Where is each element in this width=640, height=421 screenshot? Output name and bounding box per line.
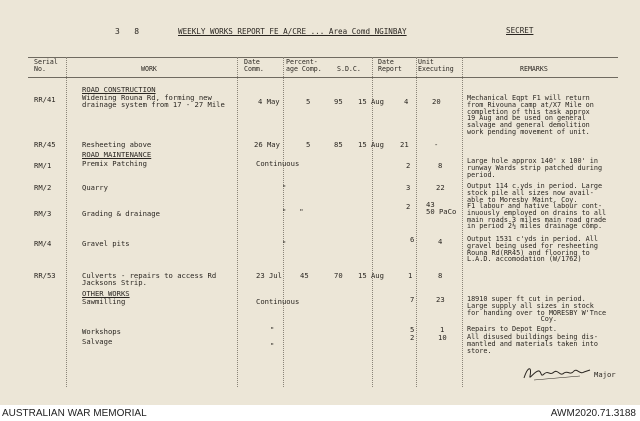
report-number: 5 [410, 325, 415, 334]
report-date: 15 Aug [358, 271, 384, 280]
column-divider [416, 57, 417, 387]
column-divider [372, 57, 373, 387]
classification-label: SECRET [506, 26, 534, 35]
sdc-value: 70 [334, 271, 343, 280]
serial-number: RM/2 [34, 183, 52, 192]
report-title: WEEKLY WORKS REPORT FE A/CRE ... Area Comd NGINBAY [178, 27, 407, 36]
unit-executing: - [434, 140, 439, 149]
unit-executing: 10 [438, 333, 447, 342]
section-heading: ROAD CONSTRUCTION [82, 85, 156, 94]
date-commenced: 23 Jul [256, 271, 282, 280]
report-number: 4 [404, 97, 409, 106]
column-header-sdc: S.D.C. [337, 65, 361, 73]
column-divider [66, 57, 67, 387]
remarks-text: Output 114 c.yds in period. Large stock pile all sizes now avail- able to Moresby Maint. Coy. [467, 182, 603, 204]
date-commenced: " [270, 325, 275, 334]
unit-executing: 1 [440, 325, 445, 334]
date-commenced: " [270, 341, 275, 350]
work-description: Resheeting above [82, 140, 152, 149]
work-description: Sawmilling [82, 297, 126, 306]
report-number: 2 [406, 161, 411, 170]
percent-complete: 45 [300, 271, 309, 280]
date-commenced: Continuous [256, 297, 300, 306]
date-commenced: " [282, 239, 287, 248]
page-number: 3 8 [115, 27, 140, 36]
section-heading: ROAD MAINTENANCE [82, 150, 152, 159]
column-divider [237, 57, 238, 387]
column-header-pct-comp: Percent- age Comp. [286, 58, 322, 74]
archive-credit: AUSTRALIAN WAR MEMORIAL [2, 408, 147, 419]
remarks-text: Output 1531 c'yds in period. All gravel being used for resheeting Rouna Rd(RR45) and flooring to L.A.D. accomodation (W/1762) [467, 235, 598, 264]
table-header-rule [28, 77, 618, 78]
date-commenced: 26 May [254, 140, 280, 149]
serial-number: RM/3 [34, 209, 52, 218]
unit-executing: 8 [438, 161, 443, 170]
section-heading: OTHER WORKS [82, 289, 130, 298]
work-description: Culverts - repairs to access Rd Jacksons Strip. [82, 271, 217, 288]
work-description: Grading & drainage [82, 209, 160, 218]
report-date: 15 Aug [358, 97, 384, 106]
column-divider [282, 57, 287, 387]
work-description: Salvage [82, 337, 113, 346]
unit-executing: 22 [436, 183, 445, 192]
signature-rank: Major [594, 370, 616, 379]
handwritten-signature [520, 362, 598, 384]
sdc-value: 95 [334, 97, 343, 106]
unit-executing: 8 [438, 271, 443, 280]
report-number: 7 [410, 295, 415, 304]
remarks-text: Repairs to Depot Eqpt. [467, 325, 558, 333]
report-number: 2 [410, 333, 415, 342]
column-header-remarks: REMARKS [520, 65, 548, 73]
unit-executing: 20 [432, 97, 441, 106]
serial-number: RR/45 [34, 140, 56, 149]
table-top-rule [28, 57, 618, 58]
remarks-text: 18910 super ft cut in period. Large supply all sizes in stock for handing over to MORESBY W'Tnce Coy. [467, 295, 607, 324]
date-commenced: " " [282, 207, 304, 216]
column-header-work: WORK [141, 65, 157, 73]
report-number: 6 [410, 235, 415, 244]
date-commenced: 4 May [258, 97, 280, 106]
column-header-serial: Serial No. [34, 58, 58, 74]
unit-executing: 43 50 PaCo [426, 200, 457, 217]
report-number: 3 [406, 183, 411, 192]
remarks-text: Mechanical Eqpt F1 will return from Rivouna camp at/X7 Mile on completion of this task approx 19 Aug and be used on general salvage and general demolition work pending movement of unit. [467, 94, 594, 136]
remarks-text: F1 labour and native labour cont- inuously employed on drains to all main roads.3 miles main road grade in period 2½ miles drainage comp. [467, 202, 607, 231]
serial-number: RM/1 [34, 161, 52, 170]
work-description: Workshops [82, 327, 121, 336]
unit-executing: 23 [436, 295, 445, 304]
report-number: 1 [408, 271, 413, 280]
column-header-date-comm: Date Comm. [244, 58, 264, 74]
report-date: 15 Aug [358, 140, 384, 149]
unit-executing: 4 [438, 237, 443, 246]
report-number: 21 [400, 140, 409, 149]
remarks-text: Large hole approx 140' x 100' in runway Wards strip patched during period. [467, 157, 603, 179]
remarks-text: All disused buildings being dis- mantled and materials taken into store. [467, 333, 598, 355]
report-number: 2 [406, 202, 411, 211]
percent-complete: 5 [306, 97, 311, 106]
archive-reference: AWM2020.71.3188 [550, 408, 636, 419]
work-description: Widening Rouna Rd, forming new drainage system from 17 - 27 Mile [82, 93, 225, 110]
column-divider [462, 57, 463, 387]
serial-number: RR/53 [34, 271, 56, 280]
column-header-unit: Unit Executing [418, 58, 454, 74]
percent-complete: 5 [306, 140, 311, 149]
serial-number: RM/4 [34, 239, 52, 248]
date-commenced: " [282, 183, 287, 192]
work-description: Quarry [82, 183, 108, 192]
work-description: Premix Patching [82, 159, 147, 168]
serial-number: RR/41 [34, 95, 56, 104]
work-description: Gravel pits [82, 239, 130, 248]
sdc-value: 85 [334, 140, 343, 149]
date-commenced: Continuous [256, 159, 300, 168]
column-header-date-report: Date Report [378, 58, 402, 74]
